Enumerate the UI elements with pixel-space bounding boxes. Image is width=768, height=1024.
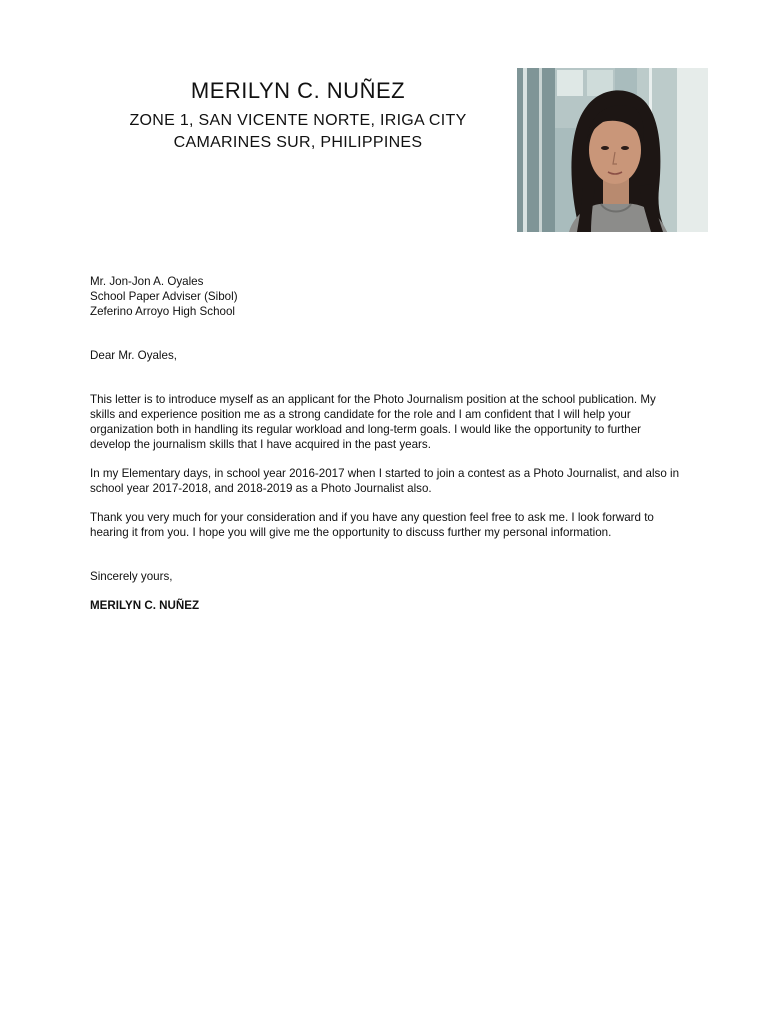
recipient-title: School Paper Adviser (Sibol) — [90, 290, 238, 303]
recipient-block — [90, 274, 680, 319]
letter-body — [90, 274, 680, 625]
recipient-name: Mr. Jon-Jon A. Oyales — [90, 275, 204, 288]
sender-address-line-1: ZONE 1, SAN VICENTE NORTE, IRIGA CITY — [129, 112, 467, 130]
letter-paragraph: This letter is to introduce myself as an applicant for the Photo Journalism position at the school publication. My skills and experience position me as a strong candidate for the role and I am confident that I will help your organization both in handling its regular workload and long-term goals. I would like the opportunity to further develop the journalism skills that I have acquired in the past years. — [90, 393, 656, 451]
letterhead — [60, 78, 536, 154]
closing: Sincerely yours, — [90, 570, 173, 583]
salutation: Dear Mr. Oyales, — [90, 349, 177, 362]
recipient-school: Zeferino Arroyo High School — [90, 305, 235, 318]
sender-name: MERILYN C. NUÑEZ — [190, 78, 406, 103]
sender-address-line-2: CAMARINES SUR, PHILIPPINES — [173, 134, 423, 152]
letter-paragraph: In my Elementary days, in school year 2016-2017 when I started to join a contest as a Photo Journalist, and also in school year 2017-2018, and 2018-2019 as a Photo Journalist also. — [90, 467, 680, 495]
signature: MERILYN C. NUÑEZ — [90, 599, 200, 612]
letter-paragraph: Thank you very much for your consideration and if you have any question feel free to ask me. I look forward to hearing it from you. I hope you will give me the opportunity to discuss further my personal information. — [90, 511, 654, 539]
applicant-photo — [517, 68, 708, 232]
